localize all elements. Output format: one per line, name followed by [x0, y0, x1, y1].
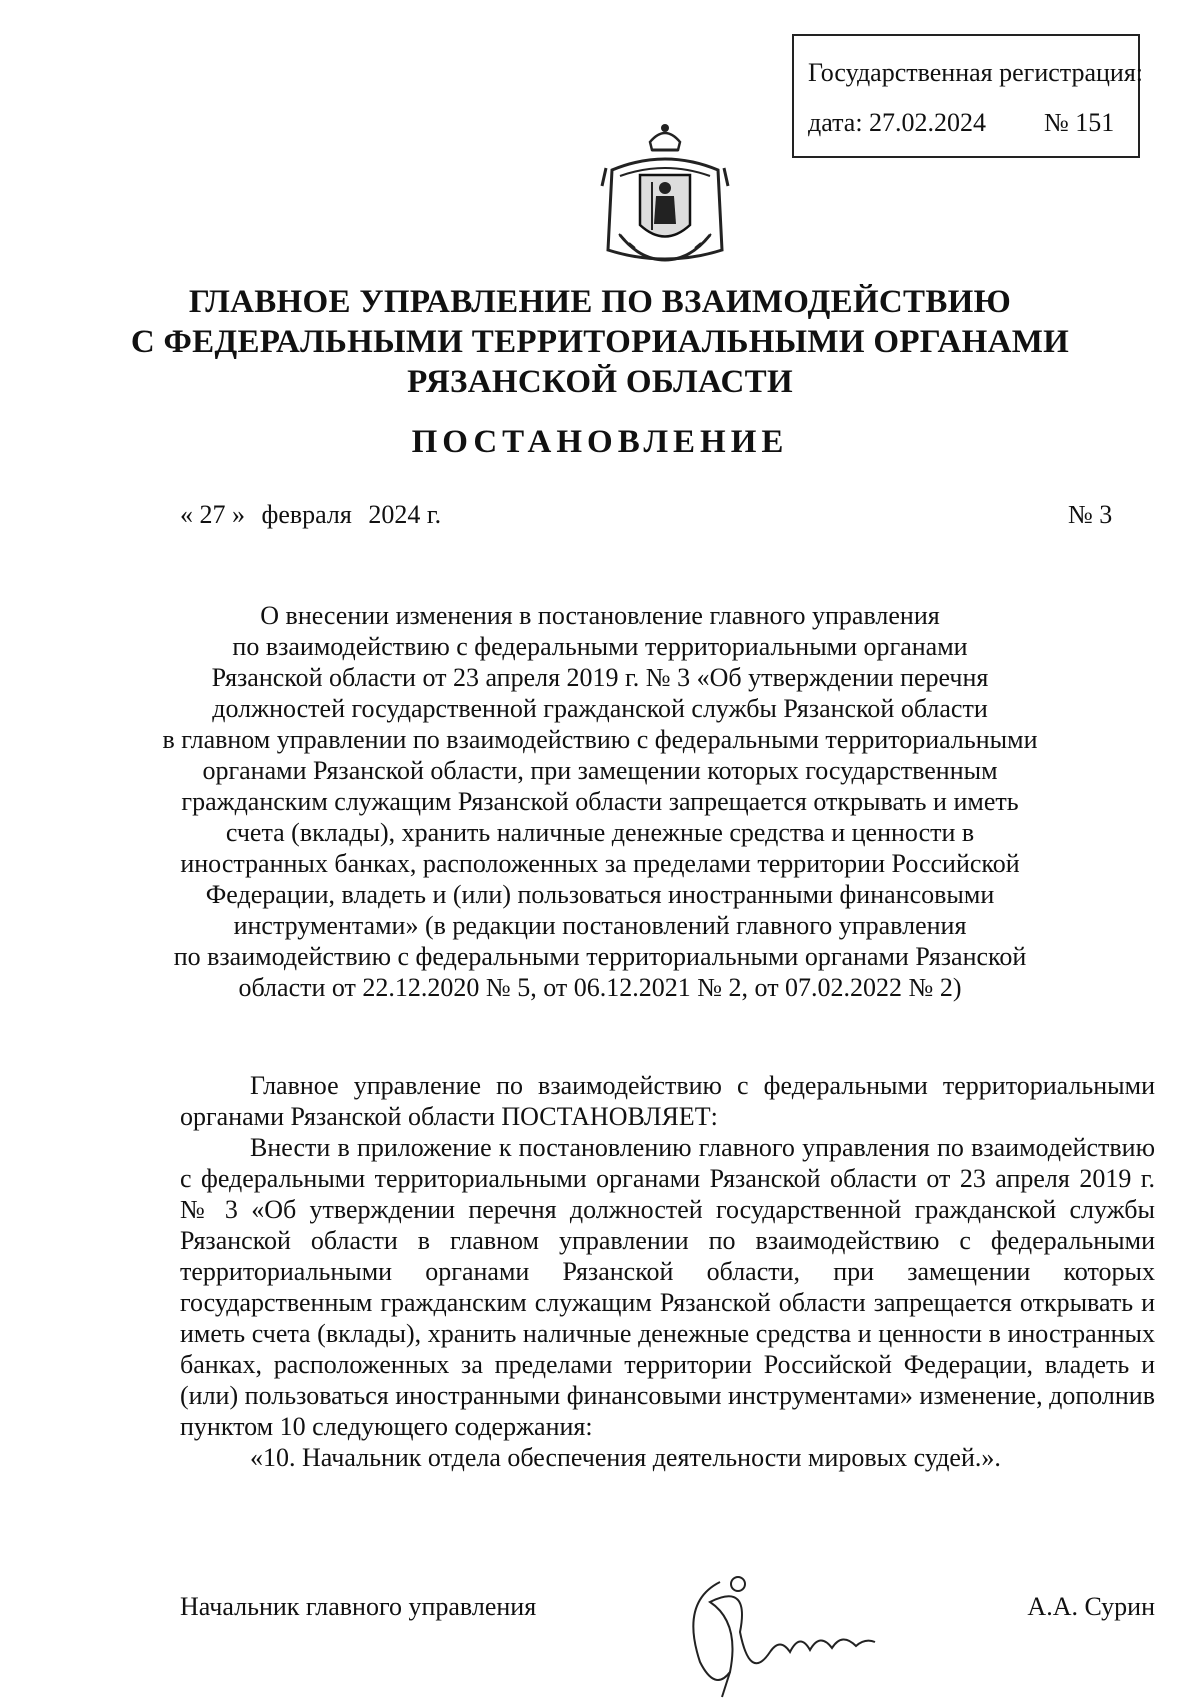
date-day: « 27 »: [180, 500, 245, 529]
subject-line: области от 22.12.2020 № 5, от 06.12.2021 № 2, от 07.02.2022 № 2): [238, 973, 962, 1002]
subject-line: по взаимодействию с федеральными территориальными органами: [232, 632, 968, 661]
subject-line: иностранных банках, расположенных за пределами территории Российской: [180, 849, 1020, 878]
document-number: № 3: [1068, 500, 1113, 529]
document-subject: [120, 600, 1080, 1003]
document-date: [180, 500, 451, 530]
registration-label: Государственная регистрация:: [808, 58, 1144, 87]
org-line-3: РЯЗАНСКОЙ ОБЛАСТИ: [407, 364, 793, 400]
registration-stamp: [792, 34, 1144, 158]
org-line-2: С ФЕДЕРАЛЬНЫМИ ТЕРРИТОРИАЛЬНЫМИ ОРГАНАМИ: [130, 324, 1070, 360]
subject-line: Федерации, владеть и (или) пользоваться иностранными финансовыми: [205, 880, 995, 909]
body-paragraph-resolves: Главное управление по взаимодействию с федеральными территориальными органами Рязанской области ПОСТАНОВЛЯЕТ:: [180, 1071, 1155, 1131]
subject-line: счета (вклады), хранить наличные денежные средства и ценности в: [225, 818, 975, 847]
org-line-1: ГЛАВНОЕ УПРАВЛЕНИЕ ПО ВЗАИМОДЕЙСТВИЮ: [188, 284, 1012, 320]
subject-line: в главном управлении по взаимодействию с федеральными территориальными: [162, 725, 1038, 754]
document-body: [180, 1070, 1155, 1473]
subject-line: гражданским служащим Рязанской области запрещается открывать и иметь: [181, 787, 1019, 816]
date-year: 2024 г.: [368, 500, 442, 529]
signatory-name: А.А. Сурин: [1027, 1592, 1155, 1621]
subject-line: по взаимодействию с федеральными территориальными органами Рязанской: [173, 942, 1027, 971]
document-type: ПОСТАНОВЛЕНИЕ: [411, 424, 789, 460]
subject-line: Рязанской области от 23 апреля 2019 г. № 3 «Об утверждении перечня: [211, 663, 989, 692]
handwritten-signature: [660, 1562, 900, 1702]
organization-title: [0, 282, 1200, 402]
body-paragraph-new-item: «10. Начальник отдела обеспечения деятельности мировых судей.».: [250, 1443, 1001, 1472]
coat-of-arms-emblem: [590, 120, 740, 270]
registration-number: № 151: [1044, 108, 1115, 137]
registration-date: дата: 27.02.2024: [808, 108, 987, 137]
date-month: февраля: [261, 500, 352, 529]
subject-line: органами Рязанской области, при замещении которых государственным: [202, 756, 998, 785]
subject-line: инструментами» (в редакции постановлений главного управления: [233, 911, 967, 940]
body-paragraph-amendment: Внести в приложение к постановлению главного управления по взаимодействию с федеральными территориальными органами Рязанской области от 23 апреля 2019 г. № 3 «Об утверждении перечня должностей государственной гражданской службы Рязанской области в главном управлении по взаимодействию с федеральными территориальными органами Рязанской области, при замещении которых государственным гражданским служащим Рязанской области запрещается открывать и иметь счета (вклады), хранить наличные денежные средства и ценности в иностранных банках, расположенных за пределами территории Российской Федерации, владеть и (или) пользоваться иностранными финансовыми инструментами» изменение, дополнив пунктом 10 следующего содержания:: [180, 1133, 1155, 1441]
signatory-position: Начальник главного управления: [180, 1592, 537, 1621]
subject-line: О внесении изменения в постановление главного управления: [260, 601, 940, 630]
subject-line: должностей государственной гражданской службы Рязанской области: [212, 694, 988, 723]
